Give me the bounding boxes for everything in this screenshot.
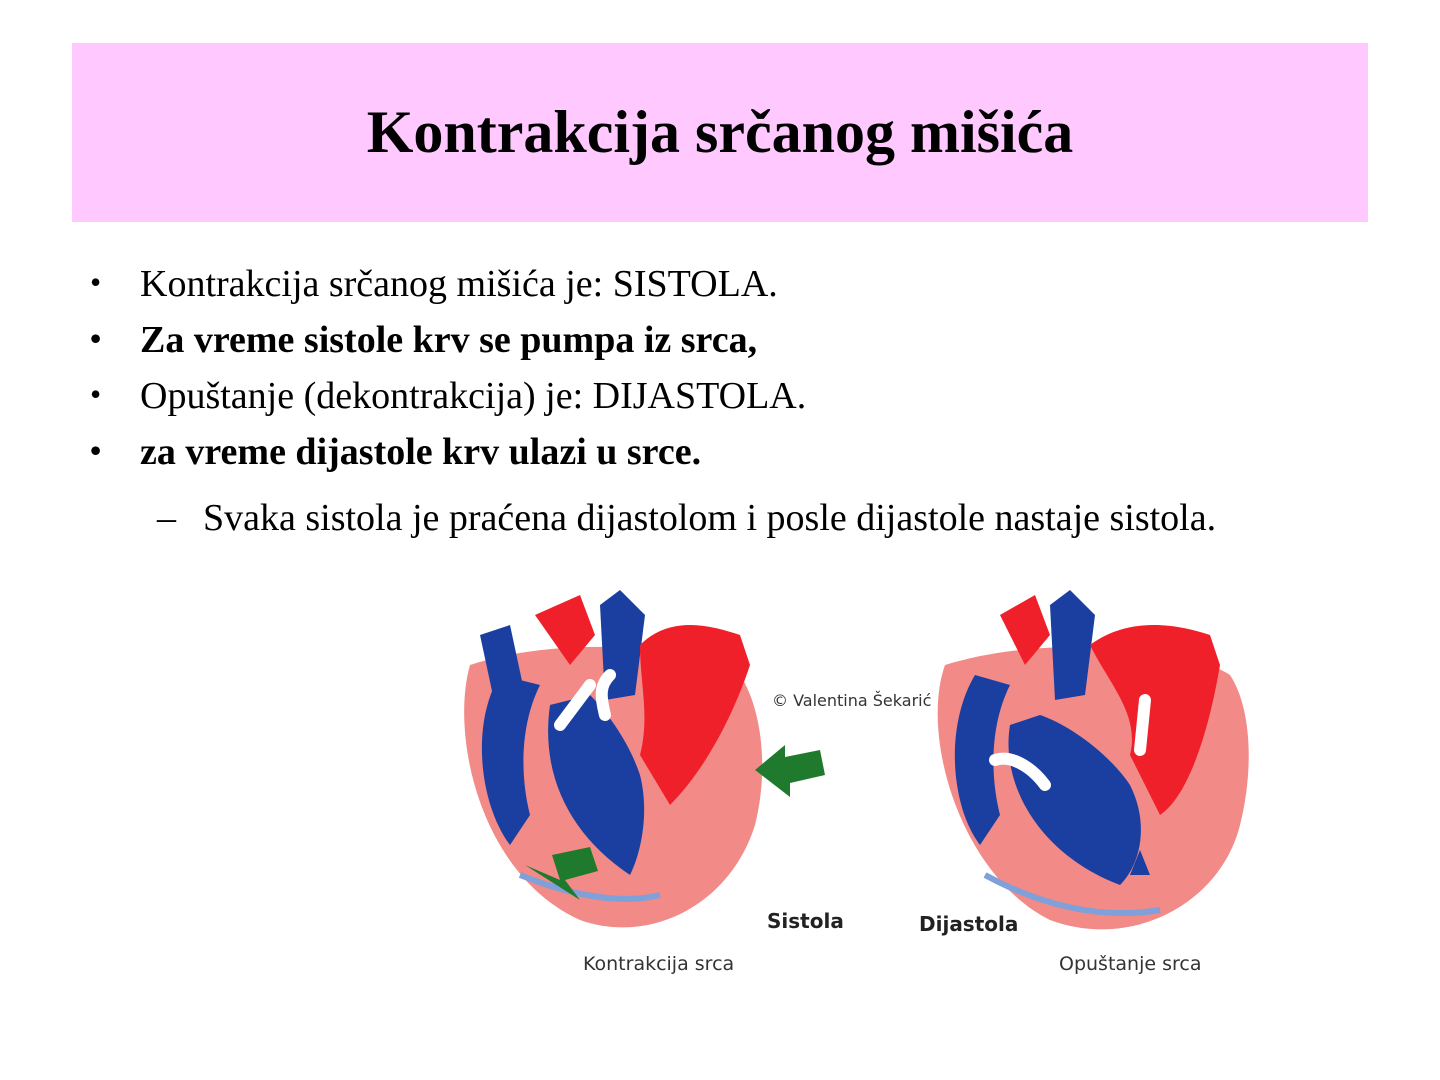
bullet-marker: • bbox=[90, 264, 102, 300]
sub-bullet-marker: – bbox=[157, 497, 176, 539]
diastole-heart bbox=[938, 590, 1249, 929]
slide-title: Kontrakcija srčanog mišića bbox=[366, 99, 1074, 165]
bullet-item: Kontrakcija srčanog mišića je: SISTOLA. bbox=[140, 263, 778, 305]
diastole-label: Dijastola bbox=[919, 912, 1019, 936]
systole-caption: Kontrakcija srca bbox=[583, 953, 735, 975]
bullet-marker: • bbox=[90, 376, 102, 412]
bullet-item: za vreme dijastole krv ulazi u srce. bbox=[140, 431, 702, 473]
bullet-item: Opuštanje (dekontrakcija) je: DIJASTOLA. bbox=[140, 375, 807, 417]
title-band bbox=[72, 43, 1368, 222]
heart-figure bbox=[440, 575, 1280, 995]
sub-bullet-item: Svaka sistola je praćena dijastolom i posle dijastole nastaje sistola. bbox=[203, 497, 1217, 539]
diastole-caption: Opuštanje srca bbox=[1059, 953, 1202, 975]
bullet-marker: • bbox=[90, 320, 102, 356]
systole-heart bbox=[464, 590, 762, 927]
bullet-marker: • bbox=[90, 432, 102, 468]
pressure-arrow-right bbox=[755, 745, 825, 797]
systole-label: Sistola bbox=[767, 909, 844, 933]
heart-illustration bbox=[440, 575, 1280, 995]
copyright-label: © Valentina Šekarić bbox=[772, 691, 932, 710]
bullet-item: Za vreme sistole krv se pumpa iz srca, bbox=[140, 319, 758, 361]
